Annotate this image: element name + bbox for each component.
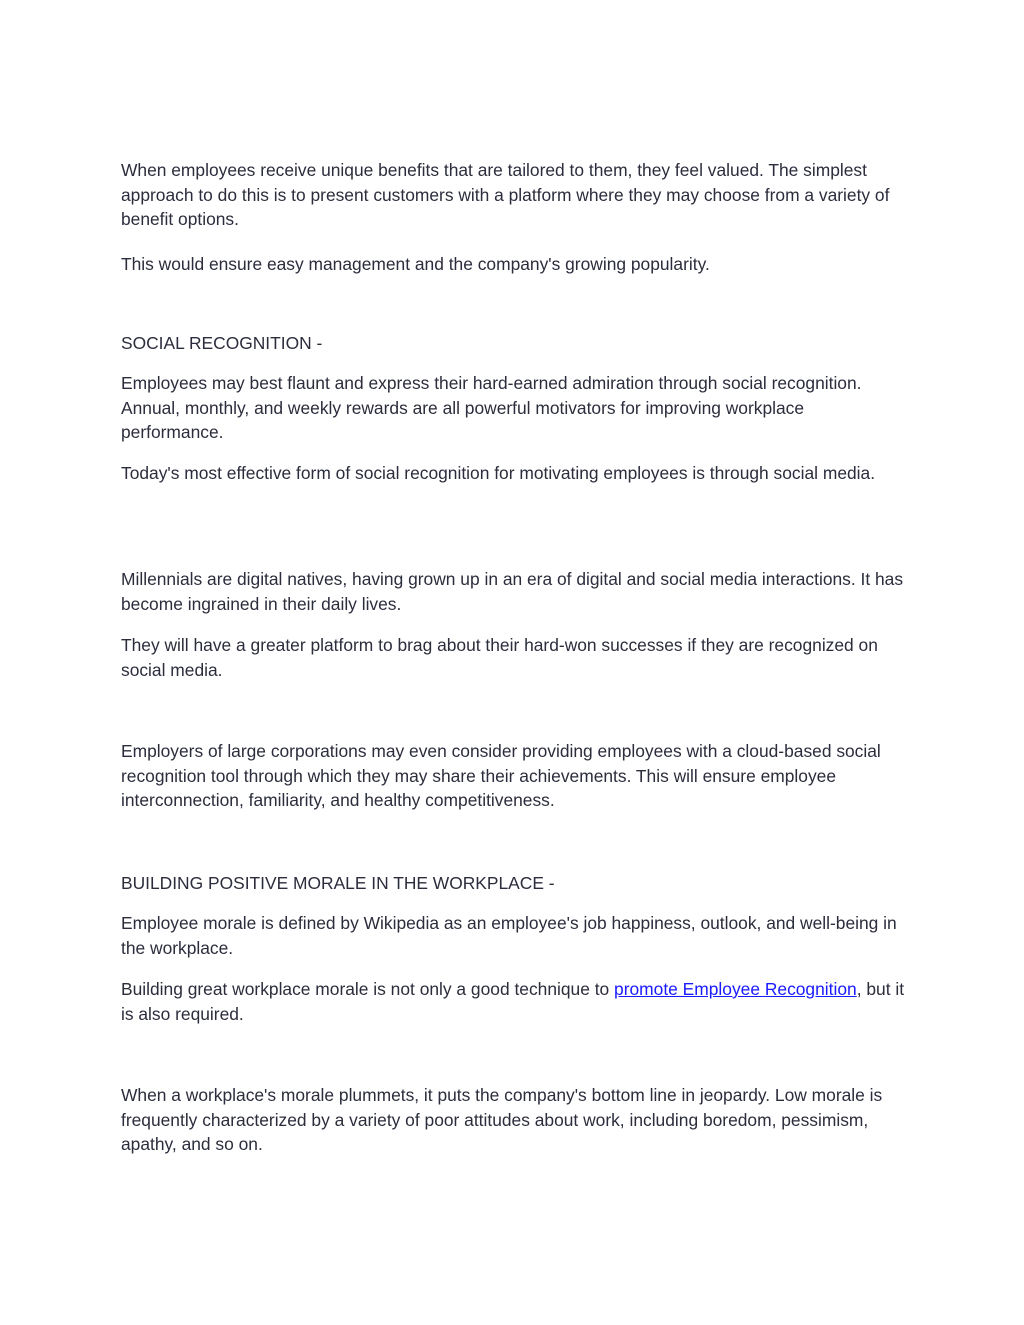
promote-employee-recognition-link[interactable]: promote Employee Recognition (614, 979, 857, 999)
paragraph-flaunt-admiration (121, 371, 911, 445)
paragraph-text: Employees may best flaunt and express their hard-earned admiration through social recognition. Annual, monthly, and weekly rewards are all powerful motivators for improving workplace performance. (121, 373, 862, 443)
heading-positive-morale (121, 871, 911, 896)
paragraph-millennials (121, 567, 911, 616)
paragraph-text: Employers of large corporations may even consider providing employees with a cloud-based social recognition tool through which they may share their achievements. This will ensure employee interconnection, familiarity, and healthy competitiveness. (121, 741, 881, 811)
paragraph-text-before-link: Building great workplace morale is not only a good technique to (121, 979, 615, 999)
paragraph-morale-definition (121, 911, 911, 960)
paragraph-greater-platform (121, 633, 911, 682)
paragraph-custom-benefits (121, 158, 911, 232)
paragraph-morale-plummets (121, 1083, 911, 1157)
paragraph-cloud-tool (121, 739, 911, 813)
paragraph-text: When a workplace's morale plummets, it puts the company's bottom line in jeopardy. Low morale is frequently characterized by a variety of poor attitudes about work, including boredom, pessimism, apathy, and so on. (121, 1085, 883, 1155)
section-heading: BUILDING POSITIVE MORALE IN THE WORKPLACE - (121, 873, 555, 893)
paragraph-text: They will have a greater platform to brag about their hard-won successes if they are recognized on social media. (121, 635, 878, 680)
heading-social-recognition (121, 331, 911, 356)
paragraph-text: When employees receive unique benefits that are tailored to them, they feel valued. The simplest approach to do this is to present customers with a platform where they may choose from a variety of benefit options. (121, 160, 890, 230)
paragraph-text: This would ensure easy management and the company's growing popularity. (121, 254, 710, 274)
paragraph-text: Employee morale is defined by Wikipedia as an employee's job happiness, outlook, and well-being in the workplace. (121, 913, 897, 958)
paragraph-text: Millennials are digital natives, having grown up in an era of digital and social media interactions. It has become ingrained in their daily lives. (121, 569, 904, 614)
paragraph-text-after-link: , but it is also required. (121, 979, 905, 1024)
paragraph-text: Today's most effective form of social recognition for motivating employees is through social media. (121, 463, 876, 483)
section-heading: SOCIAL RECOGNITION - (121, 333, 323, 353)
paragraph-workplace-morale (121, 977, 911, 1026)
paragraph-easy-management (121, 252, 911, 277)
paragraph-text (121, 977, 911, 1026)
paragraph-social-media-form (121, 461, 911, 486)
